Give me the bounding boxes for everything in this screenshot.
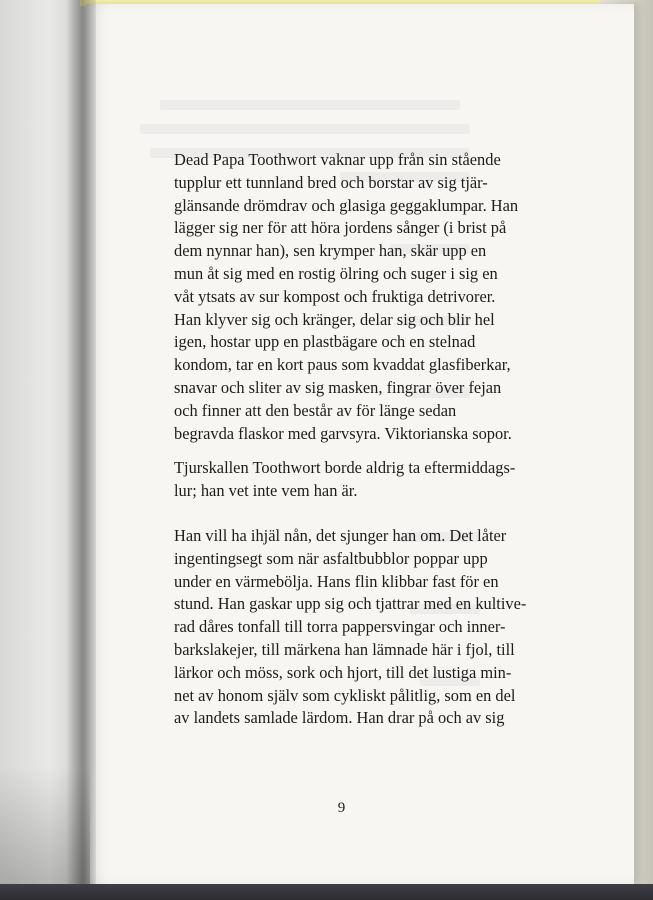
paragraph-2: Tjurskallen Toothwort borde aldrig ta eftermiddags- lur; han vet inte vem han är. bbox=[174, 458, 516, 501]
body-text bbox=[174, 149, 564, 730]
page-number: 9 bbox=[337, 800, 346, 816]
table-surface bbox=[0, 884, 653, 900]
paragraph-3: Han vill ha ihjäl nån, det sjunger han om. Det låter ingentingsegt som när asfaltbubblor poppar upp under en värmebölja. Hans flin klibbar fast för en stund. Han gaskar upp sig och tjattrar med en kultive- rad dåres tonfall till torra pappersvingar och inner- barkslakejer, till märkena han lämnade här i fjol, till lärkor och möss, sork och hjort, till det lustiga min- net av honom själv som cykliskt pålitlig, som en del av landets samlade lärdom. Han drar på och av sig bbox=[174, 525, 527, 728]
paragraph-1: Dead Papa Toothwort vaknar upp från sin stående tupplur ett tunnland bred och borstar av sig tjär- glänsande drömdrav och glasiga geggaklumpar. Han lägger sig ner för att höra jordens sånger (i brist på dem nynnar han), sen krymper han, skär upp en mun åt sig med en rostig ölring och suger i sig en våt ytsats av sur kompost och fruktiga detrivorer. Han klyver sig och kränger, delar sig och blir hel igen, hostar upp en plastbägare och en stelnad kondom, tar en kort paus som kvaddat glasfiberkar, snavar och sliter av sig masken, fingrar över fejan och finner att den består av för länge sedan begravda flaskor med garvsyra. Viktorianska sopor. bbox=[174, 150, 519, 443]
corner-shadow bbox=[0, 0, 90, 900]
